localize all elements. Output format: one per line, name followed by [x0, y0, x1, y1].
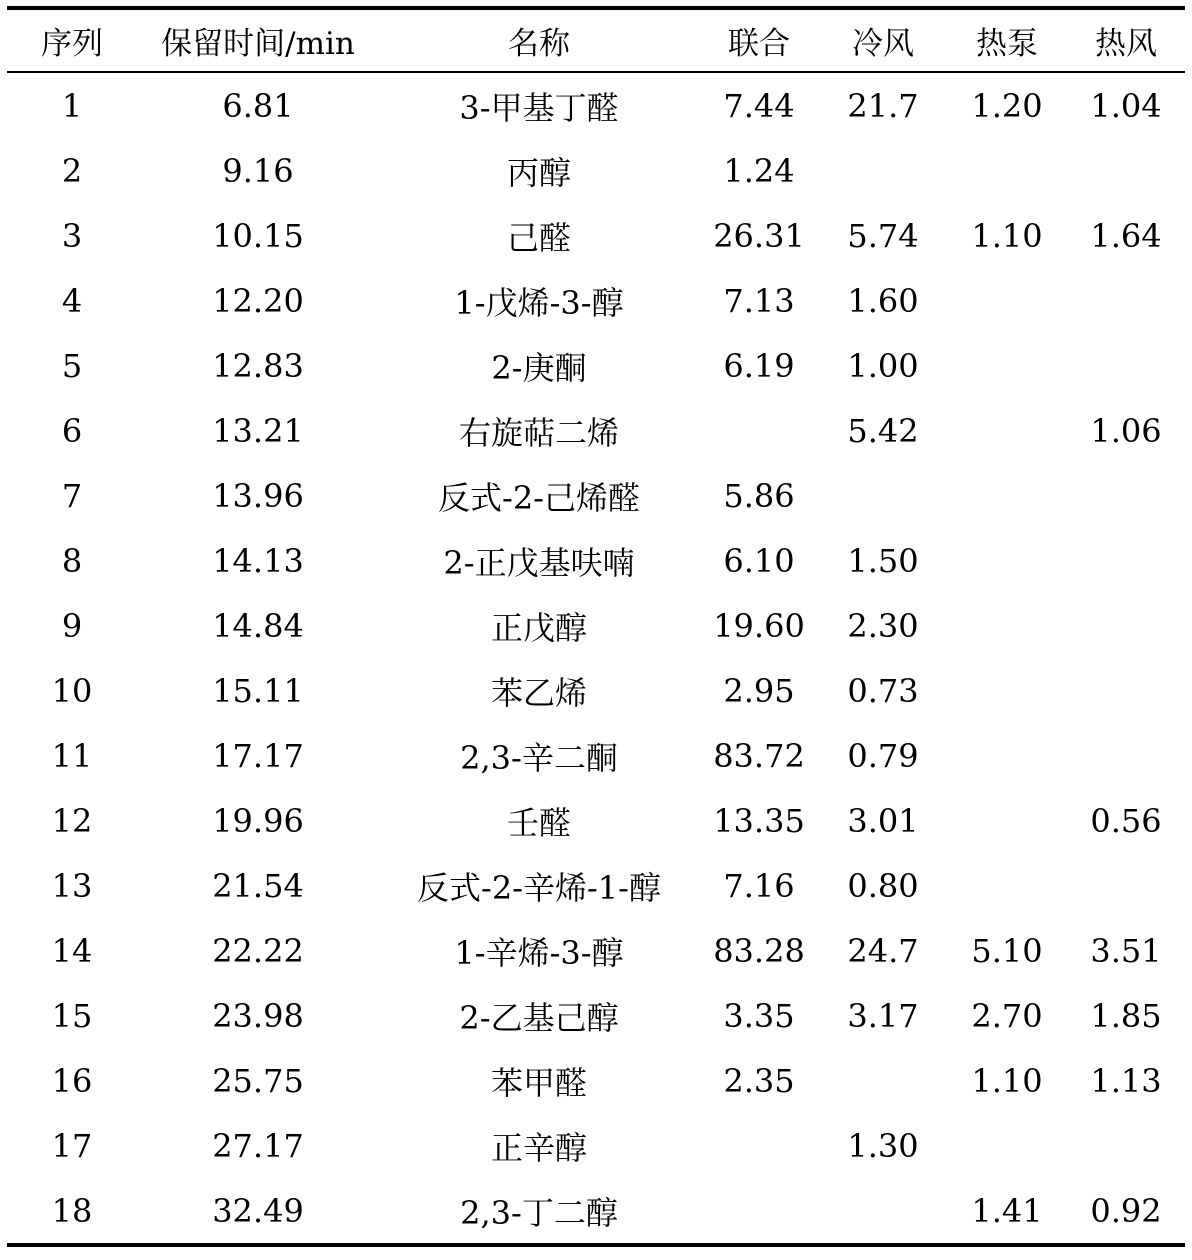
table-row [7, 528, 1185, 593]
cell-compound-name: 反式-2-己烯醛 [438, 478, 640, 517]
cell-compound-name: 3-甲基丁醛 [459, 88, 619, 127]
cell-index: 8 [61, 541, 83, 580]
table-row [7, 788, 1185, 853]
cell-heat-pump: 1.20 [971, 86, 1043, 125]
cell-cold-air: 3.01 [847, 801, 919, 840]
cell-retention-time: 21.54 [212, 866, 304, 905]
cell-combined [699, 1178, 819, 1243]
cell-hot-air [1067, 268, 1185, 333]
cell-heat-pump: 5.10 [971, 931, 1043, 970]
table-row [7, 983, 1185, 1048]
cell-index: 16 [51, 1061, 93, 1100]
cell-cold-air [819, 138, 947, 203]
cell-index: 4 [61, 281, 83, 320]
cell-retention-time: 32.49 [212, 1191, 304, 1230]
cell-compound-name: 2-庚酮 [491, 348, 587, 387]
cell-heat-pump: 1.10 [971, 1061, 1043, 1100]
cell-retention-time: 6.81 [222, 86, 294, 125]
cell-compound-name: 壬醛 [506, 803, 571, 842]
cell-compound-name: 正戊醇 [490, 608, 587, 647]
cell-compound-name: 2-正戊基呋喃 [443, 543, 635, 582]
cell-heat-pump: 2.70 [971, 996, 1043, 1035]
cell-compound-name: 正辛醇 [490, 1128, 587, 1167]
cell-compound-name: 反式-2-辛烯-1-醇 [417, 868, 661, 907]
cell-index: 1 [61, 86, 83, 125]
cell-compound-name: 2,3-辛二酮 [460, 738, 618, 777]
cell-compound-name: 2-乙基己醇 [459, 998, 619, 1037]
cell-index: 2 [61, 151, 83, 190]
table-row [7, 333, 1185, 398]
cell-combined: 2.35 [723, 1061, 795, 1100]
cell-index: 3 [61, 216, 83, 255]
header-cold-air: 冷风 [852, 26, 914, 62]
cell-combined: 83.72 [713, 736, 805, 775]
cell-retention-time: 12.83 [212, 346, 304, 385]
cell-retention-time: 25.75 [212, 1061, 304, 1100]
cell-combined: 7.13 [723, 281, 795, 320]
cell-hot-air [1067, 593, 1185, 658]
cell-compound-name: 己醛 [506, 218, 571, 257]
cell-cold-air: 1.50 [847, 541, 919, 580]
cell-retention-time: 14.84 [212, 606, 304, 645]
cell-heat-pump [947, 398, 1067, 463]
table-bottom-rule [7, 1243, 1185, 1247]
header-retention-time: 保留时间/min [161, 26, 355, 62]
cell-combined: 26.31 [713, 216, 805, 255]
cell-cold-air: 24.7 [847, 931, 919, 970]
table-row [7, 1048, 1185, 1113]
cell-hot-air: 1.85 [1090, 996, 1162, 1035]
cell-heat-pump [947, 788, 1067, 853]
cell-retention-time: 17.17 [212, 736, 304, 775]
cell-index: 5 [61, 346, 83, 385]
cell-hot-air [1067, 138, 1185, 203]
cell-heat-pump [947, 268, 1067, 333]
cell-cold-air [819, 1178, 947, 1243]
cell-index: 10 [51, 671, 93, 710]
cell-combined: 6.10 [723, 541, 795, 580]
cell-retention-time: 9.16 [222, 151, 294, 190]
cell-compound-name: 右旋萜二烯 [458, 413, 619, 452]
header-hot-air: 热风 [1095, 26, 1157, 62]
cell-cold-air: 1.00 [847, 346, 919, 385]
cell-index: 11 [51, 736, 93, 775]
cell-cold-air: 5.74 [847, 216, 919, 255]
cell-heat-pump [947, 463, 1067, 528]
cell-index: 15 [51, 996, 93, 1035]
cell-hot-air: 1.04 [1090, 86, 1162, 125]
cell-cold-air [819, 463, 947, 528]
cell-retention-time: 13.21 [212, 411, 304, 450]
cell-retention-time: 10.15 [212, 216, 304, 255]
cell-hot-air: 1.64 [1090, 216, 1162, 255]
cell-combined: 3.35 [723, 996, 795, 1035]
header-combined: 联合 [728, 26, 790, 62]
cell-index: 12 [51, 801, 93, 840]
table-row [7, 918, 1185, 983]
cell-hot-air [1067, 1113, 1185, 1178]
cell-hot-air [1067, 853, 1185, 918]
cell-cold-air: 3.17 [847, 996, 919, 1035]
cell-combined: 13.35 [713, 801, 805, 840]
cell-heat-pump [947, 528, 1067, 593]
header-row [7, 10, 1185, 71]
cell-heat-pump: 1.41 [971, 1191, 1043, 1230]
cell-compound-name: 1-戊烯-3-醇 [454, 283, 624, 322]
compound-table [7, 10, 1185, 71]
header-heat-pump: 热泵 [976, 26, 1038, 62]
header-index: 序列 [41, 26, 103, 62]
compound-table-container [7, 6, 1185, 1247]
cell-heat-pump [947, 723, 1067, 788]
cell-hot-air: 0.92 [1090, 1191, 1162, 1230]
cell-index: 13 [51, 866, 93, 905]
cell-index: 18 [51, 1191, 93, 1230]
cell-index: 9 [61, 606, 83, 645]
cell-retention-time: 23.98 [212, 996, 304, 1035]
cell-hot-air [1067, 528, 1185, 593]
table-row [7, 1178, 1185, 1243]
cell-cold-air: 21.7 [847, 86, 919, 125]
cell-hot-air [1067, 723, 1185, 788]
cell-combined: 1.24 [723, 151, 795, 190]
cell-heat-pump [947, 333, 1067, 398]
table-header [7, 10, 1185, 71]
cell-index: 7 [61, 476, 83, 515]
cell-retention-time: 12.20 [212, 281, 304, 320]
cell-hot-air: 1.06 [1090, 411, 1162, 450]
cell-compound-name: 2,3-丁二醇 [460, 1193, 618, 1232]
cell-heat-pump [947, 593, 1067, 658]
cell-hot-air [1067, 333, 1185, 398]
cell-compound-name: 苯甲醛 [490, 1063, 587, 1102]
cell-heat-pump: 1.10 [971, 216, 1043, 255]
table-row [7, 138, 1185, 203]
cell-hot-air [1067, 658, 1185, 723]
cell-combined [699, 398, 819, 463]
compound-table-body [7, 73, 1185, 1243]
table-row [7, 593, 1185, 658]
cell-combined [699, 1113, 819, 1178]
cell-hot-air [1067, 463, 1185, 528]
cell-hot-air: 1.13 [1090, 1061, 1162, 1100]
cell-combined: 2.95 [723, 671, 795, 710]
cell-combined: 83.28 [713, 931, 805, 970]
cell-cold-air: 0.79 [847, 736, 919, 775]
table-row [7, 1113, 1185, 1178]
cell-cold-air: 1.60 [847, 281, 919, 320]
cell-cold-air: 0.80 [847, 866, 919, 905]
cell-cold-air: 5.42 [847, 411, 919, 450]
cell-cold-air: 1.30 [847, 1126, 919, 1165]
cell-heat-pump [947, 658, 1067, 723]
cell-heat-pump [947, 1113, 1067, 1178]
cell-cold-air [819, 1048, 947, 1113]
cell-cold-air: 0.73 [847, 671, 919, 710]
table-row [7, 73, 1185, 138]
cell-index: 6 [61, 411, 83, 450]
cell-hot-air: 3.51 [1090, 931, 1162, 970]
table-row [7, 658, 1185, 723]
table-row [7, 853, 1185, 918]
cell-combined: 5.86 [723, 476, 795, 515]
cell-combined: 7.16 [723, 866, 795, 905]
cell-combined: 19.60 [713, 606, 805, 645]
cell-index: 17 [51, 1126, 93, 1165]
cell-compound-name: 苯乙烯 [490, 673, 587, 712]
cell-retention-time: 15.11 [212, 671, 304, 710]
cell-retention-time: 27.17 [212, 1126, 304, 1165]
cell-retention-time: 22.22 [212, 931, 304, 970]
cell-heat-pump [947, 138, 1067, 203]
table-row [7, 268, 1185, 333]
cell-index: 14 [51, 931, 93, 970]
header-compound-name: 名称 [508, 26, 570, 62]
cell-cold-air: 2.30 [847, 606, 919, 645]
cell-hot-air: 0.56 [1090, 801, 1162, 840]
cell-retention-time: 13.96 [212, 476, 304, 515]
cell-retention-time: 14.13 [212, 541, 304, 580]
table-row [7, 463, 1185, 528]
cell-compound-name: 1-辛烯-3-醇 [454, 933, 624, 972]
cell-compound-name: 丙醇 [506, 153, 571, 192]
cell-combined: 6.19 [723, 346, 795, 385]
cell-combined: 7.44 [723, 86, 795, 125]
table-body [7, 73, 1185, 1243]
table-row [7, 203, 1185, 268]
table-row [7, 398, 1185, 463]
cell-retention-time: 19.96 [212, 801, 304, 840]
table-row [7, 723, 1185, 788]
cell-heat-pump [947, 853, 1067, 918]
